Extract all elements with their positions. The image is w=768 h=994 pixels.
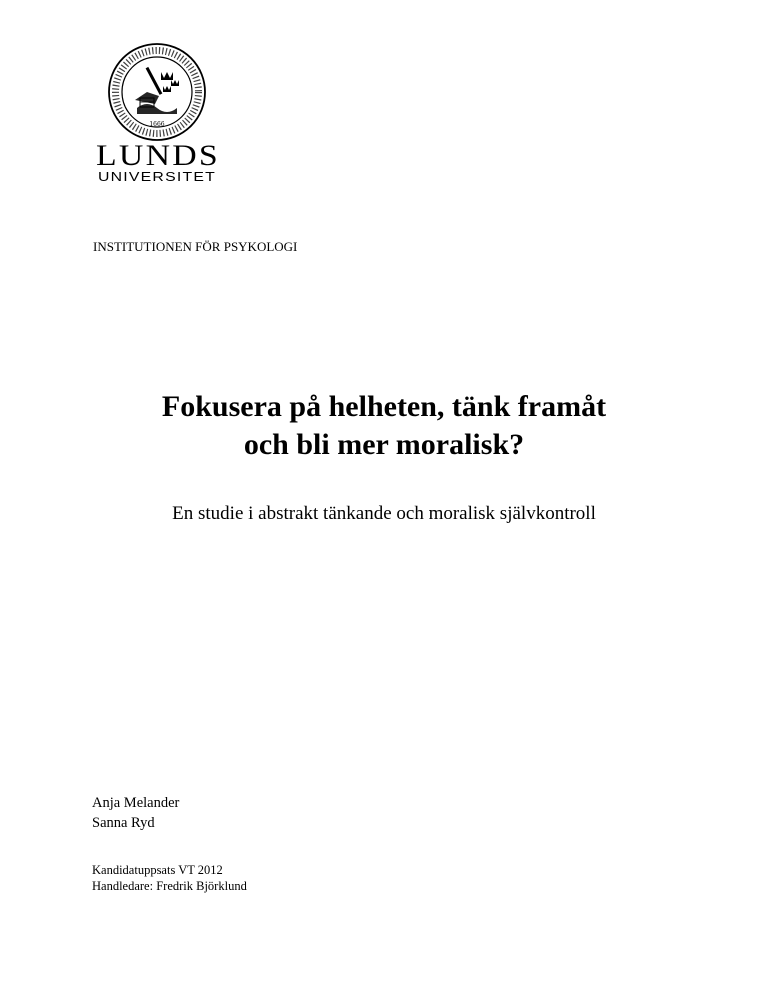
thesis-title bbox=[0, 388, 768, 464]
thesis-meta bbox=[92, 862, 247, 894]
svg-text:1666: 1666 bbox=[149, 121, 165, 128]
university-wordmark bbox=[95, 134, 225, 184]
author-name: Anja Melander bbox=[92, 795, 180, 811]
department-name: INSTITUTIONEN FÖR PSYKOLOGI bbox=[93, 239, 298, 254]
lund-university-seal-icon bbox=[107, 42, 207, 142]
university-logo bbox=[95, 42, 225, 187]
thesis-subtitle: En studie i abstrakt tänkande och moralisk självkontroll bbox=[172, 503, 596, 524]
thesis-title-line-1: Fokusera på helheten, tänk framåt bbox=[161, 390, 607, 423]
supervisor: Handledare: Fredrik Björklund bbox=[92, 879, 247, 893]
author-list bbox=[92, 793, 179, 833]
wordmark-lunds: LUNDS bbox=[96, 139, 220, 172]
thesis-type: Kandidatuppsats VT 2012 bbox=[92, 863, 223, 877]
author-name: Sanna Ryd bbox=[92, 815, 155, 831]
thesis-title-line-2: och bli mer moralisk? bbox=[243, 428, 525, 461]
wordmark-universitet: UNIVERSITET bbox=[98, 169, 216, 184]
